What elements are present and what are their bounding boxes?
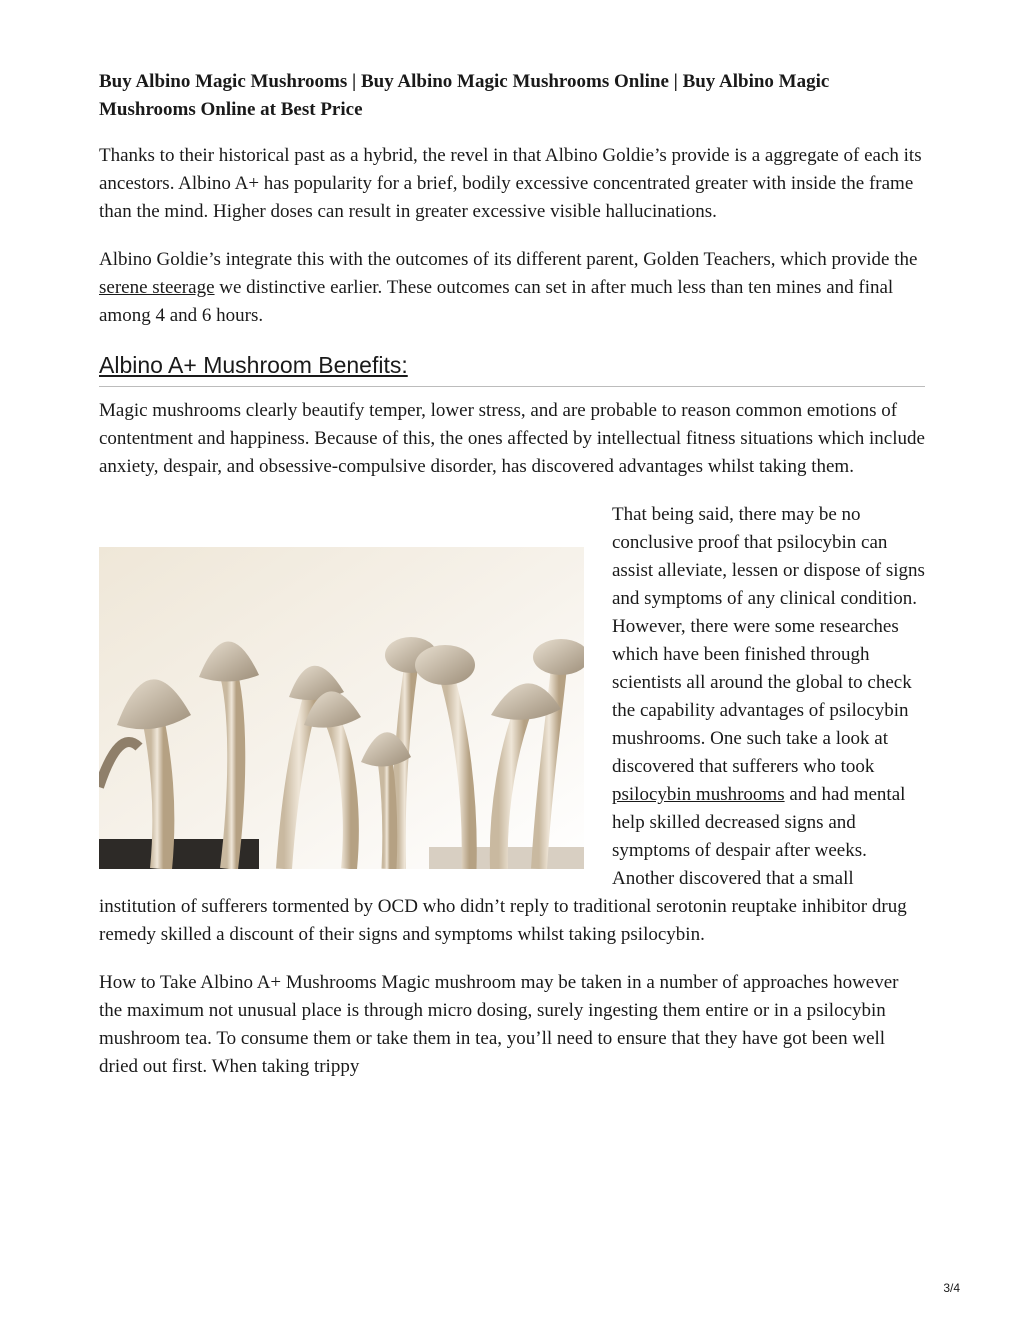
mushroom-photo xyxy=(99,547,584,869)
paragraph-albino-goldie xyxy=(99,246,925,330)
paragraph-how-to-take: How to Take Albino A+ Mushrooms Magic mushroom may be taken in a number of approaches however the maximum not unusual place is through micro dosing, surely ingesting them entire or in a psilocybin mushroom tea. To consume them or take them in tea, you’ll need to ensure that they have got been well dried out first. When taking trippy xyxy=(99,972,899,1077)
mushroom-illustration xyxy=(99,547,584,869)
serene-steerage-link[interactable]: serene steerage xyxy=(99,277,215,298)
article-body xyxy=(99,68,925,1101)
paragraph-text: and had mental help skilled decreased signs and symptoms of despair after weeks. Another discovered that a small institution of sufferers tormented by OCD who didn’t reply to traditional serotonin reuptake inhibitor drug remedy skilled a discount of their signs and symptoms whilst taking psilocybin. xyxy=(99,784,907,945)
page-title: Buy Albino Magic Mushrooms | Buy Albino Magic Mushrooms Online | Buy Albino Magic Mushrooms Online at Best Price xyxy=(99,71,830,120)
paragraph-text: Albino Goldie’s integrate this with the outcomes of its different parent, Golden Teachers, which provide the xyxy=(99,249,918,270)
page-number: 3/4 xyxy=(943,1281,960,1295)
paragraph-hybrid-history: Thanks to their historical past as a hybrid, the revel in that Albino Goldie’s provide is a aggregate of each its ancestors. Albino A+ has popularity for a brief, bodily excessive concentrated greater with inside the frame than the mind. Higher doses can result in greater excessive visible hallucinations. xyxy=(99,145,922,222)
paragraph-benefits: Magic mushrooms clearly beautify temper, lower stress, and are probable to reason common emotions of contentment and happiness. Because of this, the ones affected by intellectual fitness situations which include anxiety, despair, and obsessive-compulsive disorder, has discovered advantages whilst taking them. xyxy=(99,400,925,477)
paragraph-text: we distinctive earlier. These outcomes can set in after much less than ten mines and final among 4 and 6 hours. xyxy=(99,277,894,326)
benefits-heading: Albino A+ Mushroom Benefits: xyxy=(99,350,925,387)
paragraph-text: That being said, there may be no conclusive proof that psilocybin can assist alleviate, lessen or dispose of signs and symptoms of any clinical condition. However, there were some researches which have been finished through scientists all around the global to check the capability advantages of psilocybin mushrooms. One such take a look at discovered that sufferers who took xyxy=(612,504,925,777)
psilocybin-mushrooms-link[interactable]: psilocybin mushrooms xyxy=(612,784,785,805)
